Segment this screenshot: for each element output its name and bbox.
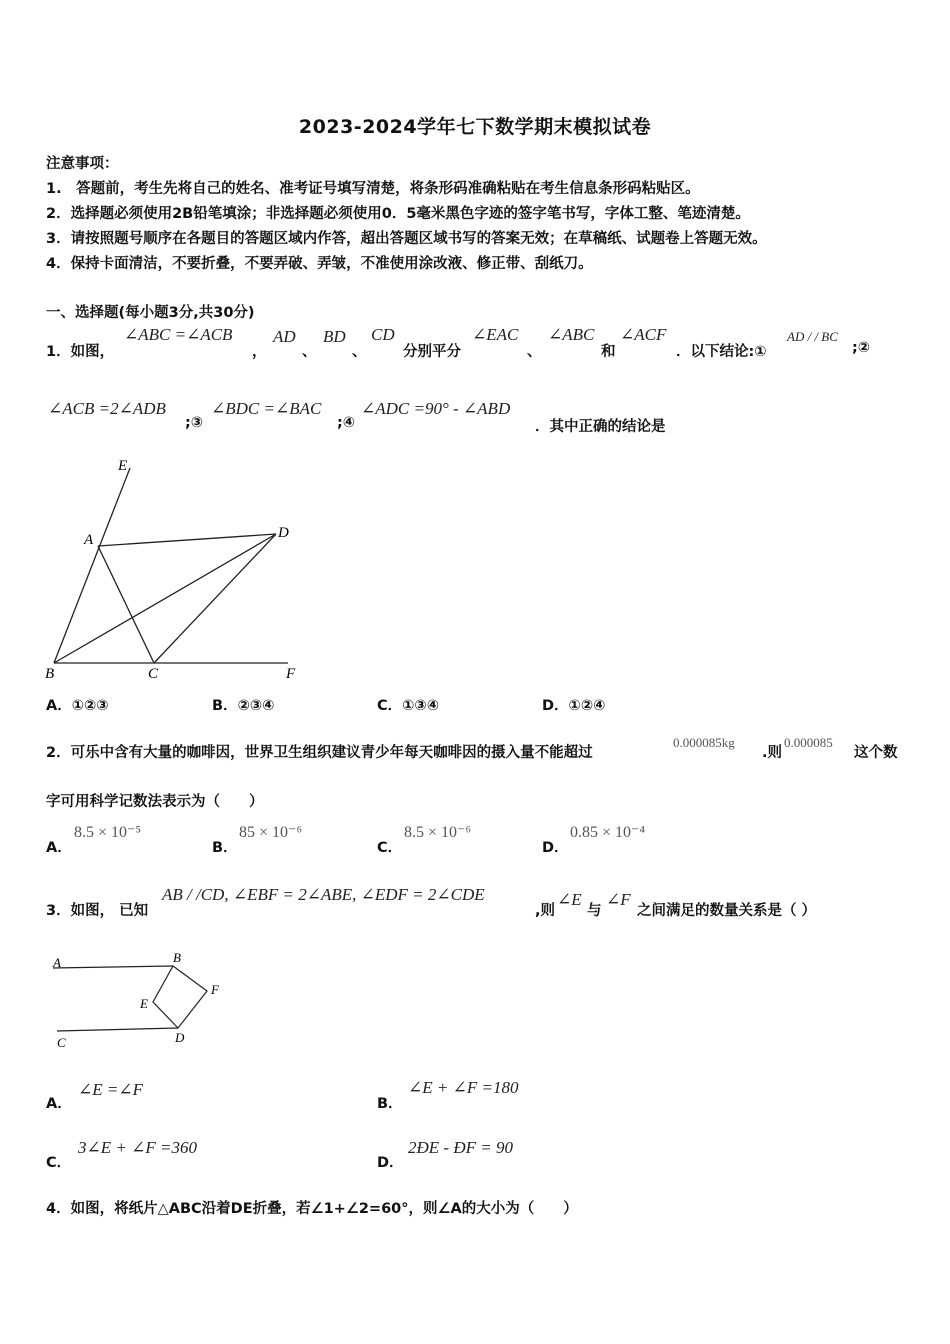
notice-item: 3．请按照题号顺序在各题目的答题区域内作答，超出答题区域书写的答案无效；在草稿纸、试题卷上答题无效。 — [46, 231, 767, 247]
option-text: 2ÐE - ÐF = 90 — [408, 1138, 513, 1157]
figure-label: B — [173, 950, 181, 965]
option-c[interactable] — [377, 694, 439, 715]
q3-text: ,则 — [535, 903, 556, 919]
q1-text: 、 — [302, 344, 317, 360]
option-text: 3∠E + ∠F =360 — [78, 1138, 197, 1157]
figure-label: A — [53, 955, 61, 970]
q1-text: 、 — [527, 344, 542, 360]
option-letter[interactable]: A． — [46, 840, 72, 856]
option-text: 85 × 10⁻⁶ — [239, 824, 303, 841]
q1-text: ;③ — [185, 415, 204, 431]
q1-formula: CD — [371, 325, 395, 344]
q3-text: 与 — [587, 903, 602, 919]
q1-formula: AD — [273, 327, 296, 346]
q2-text: 2．可乐中含有大量的咖啡因，世界卫生组织建议青少年每天咖啡因的摄入量不能超过 — [46, 745, 593, 761]
q2-formula: 0.000085kg — [673, 735, 735, 750]
q1-formula: ∠ADC =90° - ∠ABD — [361, 399, 511, 418]
figure-label: E — [140, 996, 148, 1011]
figure-label: B — [45, 666, 55, 682]
figure-label: F — [286, 666, 296, 682]
option-letter: C． — [377, 698, 403, 714]
q1-formula: ∠ABC =∠ACB — [124, 325, 233, 344]
option-text: ∠E + ∠F =180 — [408, 1078, 519, 1097]
q1-text: 、 — [352, 344, 367, 360]
q3-formula: ∠E — [557, 890, 582, 909]
option-text: ①③④ — [402, 698, 439, 714]
q1-formula: ∠EAC — [472, 325, 519, 344]
notice-heading: 注意事项： — [46, 156, 119, 172]
option-letter[interactable]: B． — [212, 840, 238, 856]
option-text: 8.5 × 10⁻⁶ — [404, 824, 472, 841]
figure-label: A — [84, 532, 94, 548]
q3-formula: AB / /CD, ∠EBF = 2∠ABE, ∠EDF = 2∠CDE — [162, 885, 485, 904]
q1-text: ， — [252, 344, 267, 360]
section-heading: 一、选择题(每小题3分,共30分) — [46, 305, 255, 321]
q3-text: 3．如图， 已知 — [46, 903, 149, 919]
option-letter: D． — [542, 698, 569, 714]
q3-figure — [45, 948, 245, 1053]
option-b[interactable] — [212, 694, 274, 715]
option-letter[interactable]: A． — [46, 1096, 72, 1112]
q1-text: ．其中正确的结论是 — [535, 419, 666, 435]
q1-formula: BD — [323, 327, 346, 346]
figure-label: D — [278, 525, 289, 541]
option-text: 8.5 × 10⁻⁵ — [74, 824, 142, 841]
option-letter: B． — [212, 698, 238, 714]
q3-text: 之间满足的数量关系是（ ） — [637, 903, 817, 919]
option-letter[interactable]: C． — [377, 840, 403, 856]
q1-figure — [40, 452, 310, 684]
q1-formula: ∠ABC — [548, 325, 595, 344]
q4-text: 4．如图，将纸片△ABC沿着DE折叠，若∠1+∠2=60°，则∠A的大小为（ ） — [46, 1201, 578, 1217]
option-letter[interactable]: C． — [46, 1155, 72, 1171]
q2-text: 这个数 — [854, 745, 898, 761]
option-a[interactable] — [46, 694, 109, 715]
q1-text: ;② — [852, 340, 871, 356]
q1-formula: AD / / BC — [787, 329, 838, 344]
option-letter: A． — [46, 698, 72, 714]
notice-item: 1. 答题前，考生先将自己的姓名、准考证号填写清楚，将条形码准确粘贴在考生信息条形码粘贴区。 — [46, 181, 700, 197]
page-title: 2023-2024学年七下数学期末模拟试卷 — [298, 116, 652, 138]
q2-text: 字可用科学记数法表示为（ ） — [46, 794, 264, 810]
option-letter[interactable]: D． — [377, 1155, 404, 1171]
q1-text: ．以下结论:① — [676, 344, 767, 360]
figure-label: E — [118, 458, 128, 474]
figure-label: F — [211, 982, 219, 997]
q1-formula: ∠ACB =2∠ADB — [48, 399, 166, 418]
option-text: ①②④ — [568, 698, 606, 714]
q1-formula: ∠ACF — [620, 325, 667, 344]
q2-text: .则 — [762, 745, 783, 761]
notice-item: 4．保持卡面清洁，不要折叠，不要弄破、弄皱，不准使用涂改液、修正带、刮纸刀。 — [46, 256, 593, 272]
q1-text: 和 — [601, 344, 616, 360]
option-text: ②③④ — [237, 698, 275, 714]
q3-formula: ∠F — [606, 890, 631, 909]
q1-number: 1．如图， — [46, 344, 115, 360]
option-letter[interactable]: D． — [542, 840, 569, 856]
option-text: ①②③ — [71, 698, 109, 714]
option-text: 0.85 × 10⁻⁴ — [570, 824, 646, 841]
option-text: ∠E =∠F — [78, 1080, 143, 1099]
q2-formula: 0.000085 — [784, 735, 833, 750]
notice-item: 2．选择题必须使用2B铅笔填涂；非选择题必须使用0．5毫米黑色字迹的签字笔书写，字体工整、笔迹清楚。 — [46, 206, 750, 222]
figure-label: D — [175, 1030, 185, 1045]
figure-label: C — [57, 1035, 66, 1050]
figure-label: C — [148, 666, 159, 682]
q1-formula: ∠BDC =∠BAC — [211, 399, 322, 418]
q1-text: ;④ — [337, 415, 356, 431]
option-letter[interactable]: B． — [377, 1096, 403, 1112]
q1-text: 分别平分 — [403, 344, 461, 360]
option-d[interactable] — [542, 694, 605, 715]
